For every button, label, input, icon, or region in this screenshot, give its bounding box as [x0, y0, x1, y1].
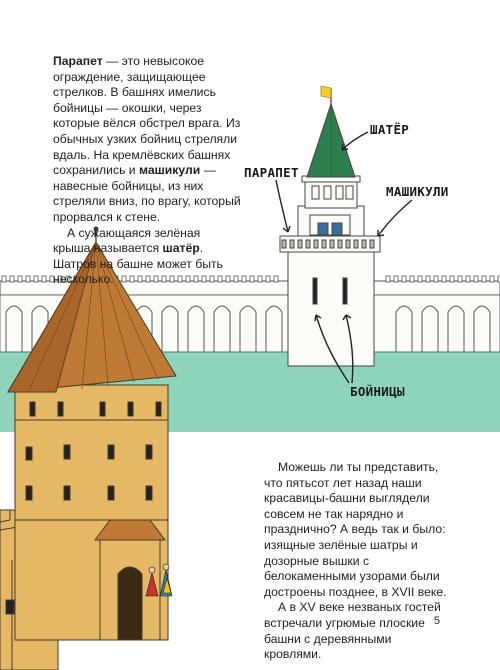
term-parapet: Парапет: [53, 54, 103, 68]
history-paragraph-2: А в XV веке незваных гостей встречали угрюмые плоские башни с деревянными кровлями.: [264, 600, 441, 662]
history-paragraph-1: Можешь ли ты представить, что пятьсот лет назад наши красавицы-башни выглядели совсем не так нарядно и празднично? А ведь так и было: изящные зелёные шатры и дозорные вышки с белокаменными узорами были достроены позднее, в XVII веке.: [264, 460, 447, 599]
history-text-block: [264, 460, 452, 663]
label-parapet: ПАРАПЕТ: [244, 165, 299, 180]
shater-lead: А сужающаяся зелёная крыша называется: [53, 225, 201, 256]
label-boinitsy: БОЙНИЦЫ: [350, 384, 405, 399]
shater-tail: . Шатров на башне может быть несколько.: [53, 241, 223, 287]
label-mashikuli: МАШИКУЛИ: [386, 184, 449, 199]
parapet-definition: — это невысокое ограждение, защищающее стрелков. В башнях имелись бойницы — окошки, через которые вёлся обстрел врага. Из обычных узких бойниц стреляли вдаль. На кремлёвских башнях сохранились и: [53, 54, 241, 178]
term-mashikuli: машикули: [139, 163, 201, 178]
label-shater: ШАТЁР: [370, 122, 410, 137]
page-number: 5: [433, 615, 440, 627]
intro-text-block: [53, 54, 241, 288]
mashikuli-definition: — навесные бойницы, из них стреляли вниз, по врагу, который прорвался к стене.: [53, 163, 241, 224]
white-tower: [280, 86, 380, 366]
term-shater: шатёр: [162, 241, 200, 256]
